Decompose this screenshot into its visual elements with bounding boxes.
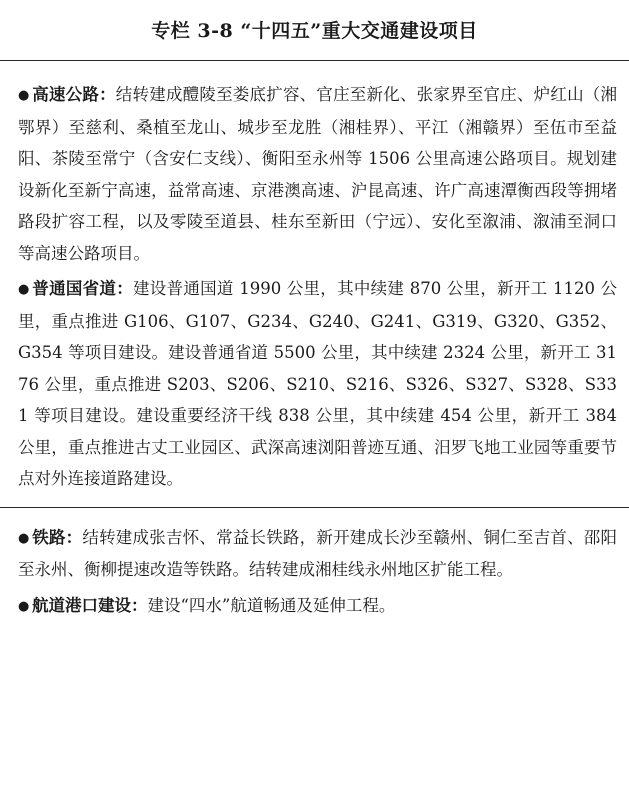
section-national-provincial-roads [18,273,617,495]
section-text: 建设普通国道 1990 公里，其中续建 870 公里，新开工 1120 公里，重点推进 G106、G107、G234、G240、G241、G319、G320、G352、G354 等项目建设。建设普通省道 5500 公里，其中续建 2324 公里，新开工 3176 公里，重点推进 S203、S206、S210、S216、S326、S327、S328、S331 等项目建设。建设重要经济干线 838 公里，其中续建 454 公里，新开工 384 公里，重点推进古丈工业园区、武深高速浏阳普迹互通、汨罗飞地工业园等重要节点对外连接道路建设。 [18,279,617,488]
section-label: 高速公路： [32,85,116,104]
section-text: 建设“四水”航道畅通及延伸工程。 [147,595,396,615]
section-label: 普通国省道： [32,279,133,298]
section-text: 结转建成醴陵至娄底扩容、官庄至新化、张家界至官庄、炉红山（湘鄂界）至慈利、桑植至龙山、城步至龙胜（湘桂界）、平江（湘赣界）至伍市至益阳、茶陵至常宁（含安仁支线）、衡阳至永州等 1506 公里高速公路项目。规划建设新化至新宁高速，益常高速、京港澳高速、沪昆高速、许广高速潭衡西段等拥堵路段扩容工程，以及零陵至道县、桂东至新田（宁远）、安化至溆浦、溆浦至洞口等高速公路项目。 [18,85,618,263]
bullet-icon: ● [18,88,30,103]
section-label: 铁路： [32,527,83,547]
bullet-icon: ● [18,282,30,297]
section-highway [18,79,617,269]
bullet-icon: ● [18,530,30,546]
section-text: 结转建成张吉怀、常益长铁路，新开建成长沙至赣州、铜仁至吉首、邵阳至永州、衡柳提速改造等铁路。结转建成湘桂线永州地区扩能工程。 [18,527,618,579]
content-box-rail-water [0,508,629,635]
section-label: 航道港口建设： [32,595,148,615]
section-waterway-port [18,590,617,623]
content-box-roads [0,61,629,507]
bullet-icon: ● [18,598,30,614]
page-title: 专栏 3-8 “十四五”重大交通建设项目 [151,19,478,42]
section-railway [18,522,617,586]
